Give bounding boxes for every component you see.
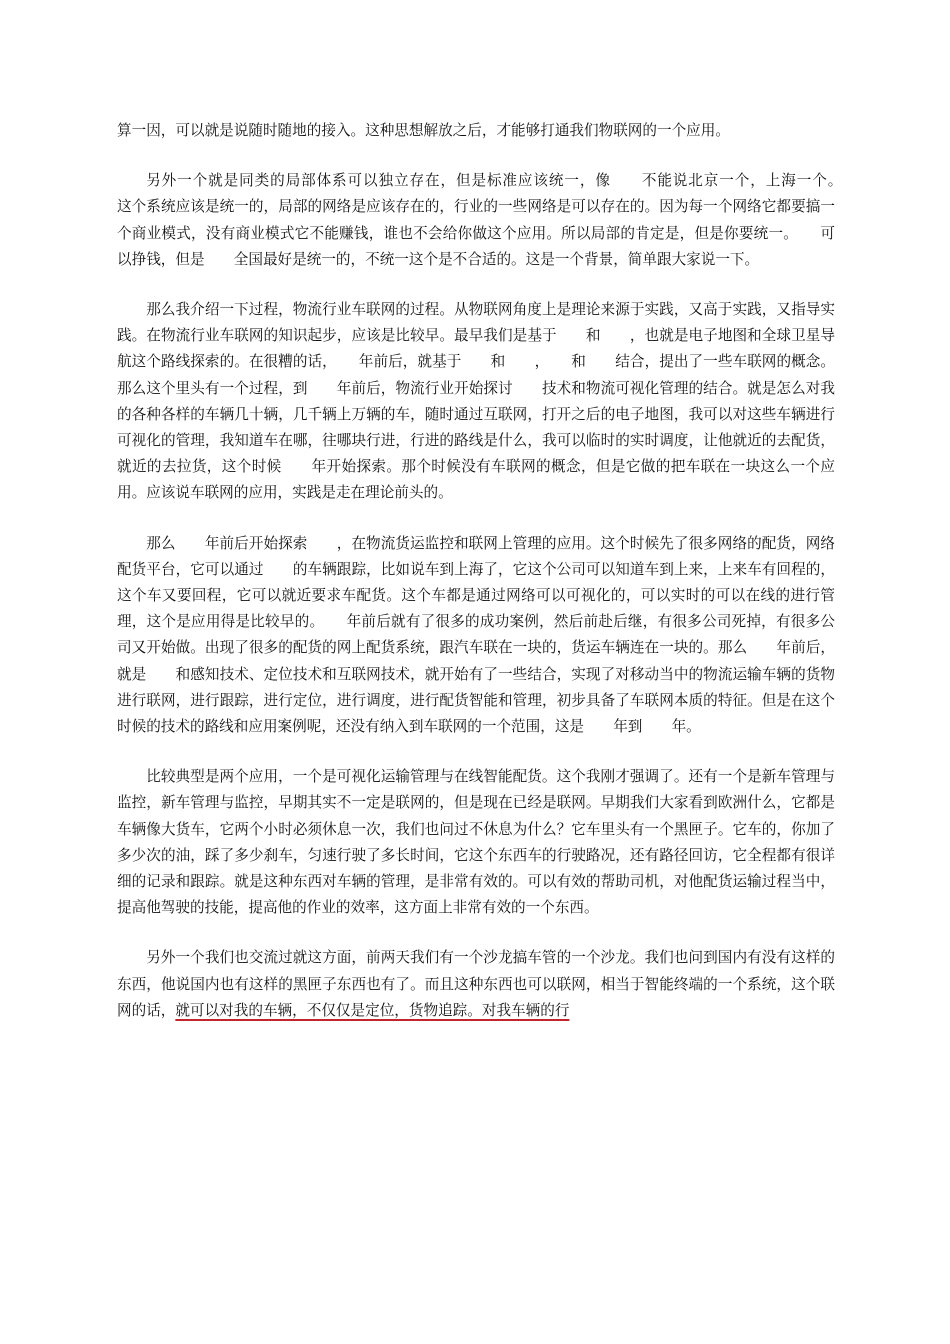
paragraph-4: 那么 年前后开始探索 ，在物流货运监控和联网上管理的应用。这个时候先了很多网络的配货，网络配货平台，它可以通过 的车辆跟踪，比如说车到上海了，它这个公司可以知道车到上来，上来车有回程的，这个车又要回程，它可以就近要求车配货。这个车都是通过网络可以可视化的，可以实时的可以在线的进行管理，这个是应用得是比较早的。 年前后就有了很多的成功案例，然后前赴后继，有很多公司死掉，有很多公司又开始做。出现了很多的配货的网上配货系统，跟汽车联在一块的，货运车辆连在一块的。那么 年前后，就是 和感知技术、定位技术和互联网技术，就开始有了一些结合，实现了对移动当中的物流运输车辆的货物进行联网，进行跟踪，进行定位，进行调度，进行配货智能和管理，初步具备了车联网本质的特征。但是在这个时候的技术的路线和应用案例呢，还没有纳入到车联网的一个范围，这是 年到 年。 <box>117 534 835 736</box>
underlined-text: 就可以对我的车辆，不仅仅是定位，货物追踪。对我车辆的行 <box>175 1001 570 1019</box>
paragraph-6 <box>117 945 835 1024</box>
document-body <box>117 118 865 1048</box>
paragraph-3: 那么我介绍一下过程，物流行业车联网的过程。从物联网角度上是理论来源于实践，又高于实践，又指导实践。在物流行业车联网的知识起步，应该是比较早。最早我们是基于 和 ，也就是电子地图和全球卫星导航这个路线探索的。在很糟的话， 年前后，就基于 和 ， 和 结合，提出了一些车联网的概念。那么这个里头有一个过程，到 年前后，物流行业开始探讨 技术和物流可视化管理的结合。就是怎么对我的各种各样的车辆几十辆，几千辆上万辆的车，随时通过互联网，打开之后的电子地图，我可以对这些车辆进行可视化的管理，我知道车在哪，往哪块行进，行进的路线是什么，我可以临时的实时调度，让他就近的去配货，就近的去拉货，这个时候 年开始探索。那个时候没有车联网的概念，但是它做的把车联在一块这么一个应用。应该说车联网的应用，实践是走在理论前头的。 <box>117 301 835 502</box>
paragraph-2: 另外一个就是同类的局部体系可以独立存在，但是标准应该统一，像 不能说北京一个，上海一个。 这个系统应该是统一的，局部的网络是应该存在的，行业的一些网络是可以存在的。因为每一个网络它都要搞一个商业模式，没有商业模式它不能赚钱，谁也不会给你做这个应用。所以局部的肯定是，但是你要统一。 可以挣钱，但是 全国最好是统一的，不统一这个是不合适的。这是一个背景，简单跟大家说一下。 <box>117 172 865 268</box>
paragraph-5: 比较典型是两个应用，一个是可视化运输管理与在线智能配货。这个我刚才强调了。还有一个是新车管理与监控，新车管理与监控，早期其实不一定是联网的，但是现在已经是联网。早期我们大家看到欧洲什么，它都是车辆像大货车，它两个小时必须休息一次，我们也问过不休息为什么？它车里头有一个黑匣子。它车的，你加了多少次的油，踩了多少刹车，匀速行驶了多长时间，它这个东西车的行驶路况，还有路径回访，它全程都有很详细的记录和跟踪。就是这种东西对车辆的管理，是非常有效的。可以有效的帮助司机，对他配货运输过程当中，提高他驾驶的技能，提高他的作业的效率，这方面上非常有效的一个东西。 <box>117 768 835 917</box>
paragraph-6-text: 另外一个我们也交流过就这方面，前两天我们有一个沙龙搞车管的一个沙龙。我们也问到国内有没有这样的东西，他说国内也有这样的黑匣子东西也有了。而且这种东西也可以联网，相当于智能终端的一个系统，这个联网的话， <box>117 949 835 1019</box>
paragraph-1: 算一因，可以就是说随时随地的接入。这种思想解放之后，才能够打通我们物联网的一个应用。 <box>117 122 730 139</box>
